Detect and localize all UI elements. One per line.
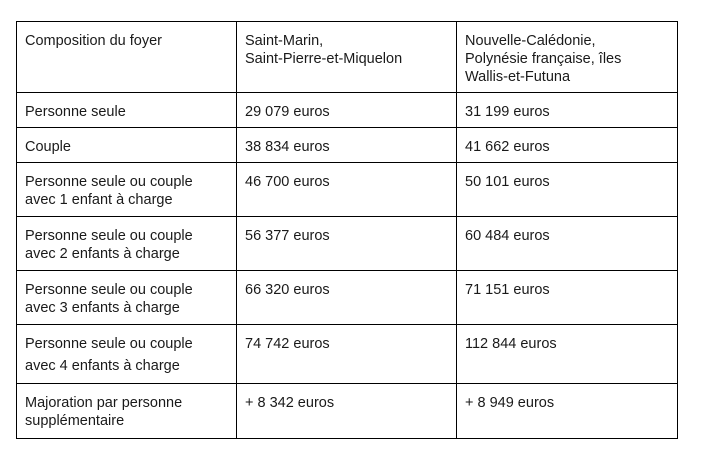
table-row [17,93,678,128]
amount-saint-martin-spm: 66 320 euros [237,271,457,325]
amount-saint-martin-spm: 29 079 euros [237,93,457,128]
amount-saint-martin-spm: 56 377 euros [237,217,457,271]
income-ceiling-table [16,21,678,439]
amount-saint-martin-spm: 38 834 euros [237,128,457,163]
amount-saint-martin-spm: 46 700 euros [237,163,457,217]
table-row [17,325,678,384]
amount-new-caledonia-polynesia-wallis: 50 101 euros [457,163,678,217]
household-label: Couple [17,128,237,163]
household-label: Personne seule ou couple avec 3 enfants à charge [17,271,237,325]
household-label: Majoration par personne supplémentaire [17,384,237,439]
amount-new-caledonia-polynesia-wallis: 41 662 euros [457,128,678,163]
table-header-row [17,22,678,93]
table-row [17,384,678,439]
table-row [17,163,678,217]
amount-new-caledonia-polynesia-wallis: 112 844 euros [457,325,678,384]
amount-new-caledonia-polynesia-wallis: 71 151 euros [457,271,678,325]
table-row [17,217,678,271]
household-label: Personne seule ou couple avec 1 enfant à charge [17,163,237,217]
amount-saint-martin-spm: + 8 342 euros [237,384,457,439]
table-row [17,271,678,325]
household-label: Personne seule ou couple avec 2 enfants à charge [17,217,237,271]
amount-new-caledonia-polynesia-wallis: 31 199 euros [457,93,678,128]
header-new-caledonia-polynesia-wallis: Nouvelle-Calédonie, Polynésie française, îles Wallis-et-Futuna [457,22,678,93]
header-saint-martin-spm: Saint-Marin, Saint-Pierre-et-Miquelon [237,22,457,93]
household-label: Personne seule [17,93,237,128]
header-household-composition: Composition du foyer [17,22,237,93]
household-label: Personne seule ou couple avec 4 enfants à charge [17,325,237,384]
amount-new-caledonia-polynesia-wallis: + 8 949 euros [457,384,678,439]
amount-new-caledonia-polynesia-wallis: 60 484 euros [457,217,678,271]
amount-saint-martin-spm: 74 742 euros [237,325,457,384]
table-row [17,128,678,163]
